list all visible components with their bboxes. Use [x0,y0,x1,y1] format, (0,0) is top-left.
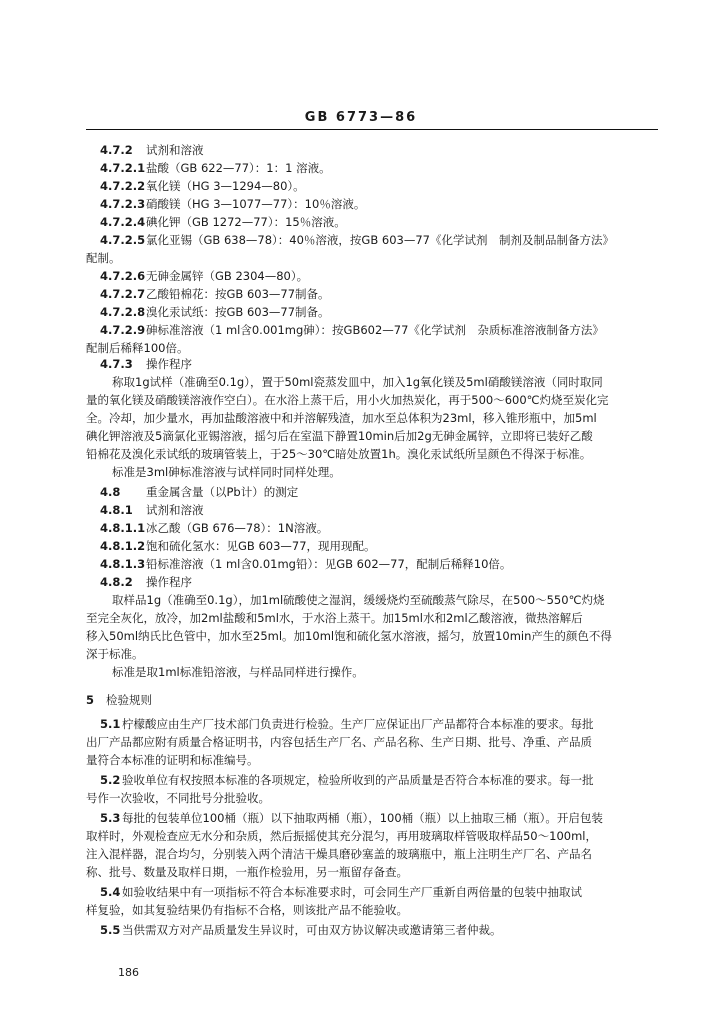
clause-line: 4.7.2.9砷标准溶液（1 ml含0.001mg砷）：按GB602—77《化学试剂 杂质标准溶液制备方法》 [100,324,604,337]
clause-line: 4.7.2.3硝酸镁（HG 3—1077—77）：10％溶液。 [100,198,366,211]
clause-line: 5.3 每批的包装单位100桶（瓶）以下抽取两桶（瓶），100桶（瓶）以上抽取三桶（瓶）。开启包装 [100,812,603,825]
clause-line: 4.8.1.3铅标准溶液（1 ml含0.01mg铅）：见GB 602—77，配制后稀释10倍。 [100,558,512,571]
page-number: 186 [118,966,139,979]
body-text: 全。冷却，加少量水，再加盐酸溶液中和并溶解残渣，加水至总体积为23ml，移入锥形瓶中，加5ml [86,412,597,425]
body-text: 称、批号、数量及取样日期，一瓶作检验用，另一瓶留存备查。 [86,866,408,879]
body-text: 配制。 [86,252,121,265]
body-text: 注入混样器，混合均匀，分别装入两个清洁干燥具磨砂塞盖的玻璃瓶中，瓶上注明生产厂名、产品名 [86,848,592,861]
header-rule [86,129,658,130]
body-text: 量符合本标准的证明和标准编号。 [86,754,259,767]
body-text: 移入50ml纳氏比色管中，加水至25ml。加10ml饱和硫化氢水溶液，摇匀，放置10min产生的颜色不得 [86,630,612,643]
clause-line: 4.7.2.7乙酸铅棉花：按GB 603—77制备。 [100,288,330,301]
clause-line: 4.8.1.1冰乙酸（GB 676—78）：1N溶液。 [100,522,329,535]
clause-line: 4.7.2.6无砷金属锌（GB 2304—80）。 [100,270,309,283]
clause-line: 4.7.2.5氯化亚锡（GB 638—78）：40％溶液，按GB 603—77《化学试剂 制剂及制品制备方法》 [100,234,614,247]
clause-line: 4.7.2.1盐酸（GB 622—77）：1：1 溶液。 [100,162,331,175]
chapter-heading: 5 检验规则 [86,694,152,707]
section-heading: 4.8 重金属含量（以Pb计）的测定 [100,486,299,499]
clause-line: 4.8.1.2饱和硫化氢水：见GB 603—77，现用现配。 [100,540,376,553]
section-heading: 4.8.2 操作程序 [100,576,192,589]
body-text: 量的氧化镁及硝酸镁溶液作空白）。在水浴上蒸干后，用小火加热炭化，再于500～600℃灼烧至炭化完 [86,394,609,407]
section-heading: 4.8.1 试剂和溶液 [100,504,204,517]
standard-header: GB 6773—86 [304,110,418,125]
body-text: 铅棉花及溴化汞试纸的玻璃管装上，于25～30℃暗处放置1h。溴化汞试纸所呈颜色不得深于标准。 [86,448,592,461]
section-heading: 4.7.3 操作程序 [100,358,192,371]
body-text: 配制后稀释100倍。 [86,342,189,355]
clause-line: 4.7.2.8溴化汞试纸：按GB 603—77制备。 [100,306,330,319]
section-heading: 4.7.2 试剂和溶液 [100,144,204,157]
clause-line: 5.2 验收单位有权按照本标准的各项规定，检验所收到的产品质量是否符合本标准的要求。每一批 [100,774,594,787]
body-text: 深于标准。 [86,648,144,661]
clause-line: 4.7.2.4碘化钾（GB 1272—77）：15％溶液。 [100,216,346,229]
body-text: 至完全灰化，放冷，加2ml盐酸和5ml水，于水浴上蒸干。加15ml水和2ml乙酸溶液，微热溶解后 [86,612,583,625]
body-text: 取样时，外观检查应无水分和杂质，然后振摇使其充分混匀，再用玻璃取样管吸取样品50～100ml， [86,830,597,843]
body-text: 称取1g试样（准确至0.1g），置于50ml瓷蒸发皿中，加入1g氧化镁及5ml硝酸镁溶液（同时取同 [112,376,603,389]
body-text: 标准是取1ml标准铅溶液，与样品同样进行操作。 [112,666,364,679]
body-text: 碘化钾溶液及5滴氯化亚锡溶液，摇匀后在室温下静置10min后加2g无砷金属锌，立即将已装好乙酸 [86,430,593,443]
clause-line: 5.1 柠檬酸应由生产厂技术部门负责进行检验。生产厂应保证出厂产品都符合本标准的要求。每批 [100,718,594,731]
body-text: 取样品1g（准确至0.1g），加1ml硫酸使之湿润，缓缓烧灼至硫酸蒸气除尽，在500～550℃灼烧 [112,594,605,607]
clause-line: 4.7.2.2氧化镁（HG 3—1294—80）。 [100,180,305,193]
body-text: 标准是3ml砷标准溶液与试样同时同样处理。 [112,466,341,479]
body-text: 号作一次验收，不同批号分批验收。 [86,792,270,805]
clause-line: 5.5 当供需双方对产品质量发生异议时，可由双方协议解决或邀请第三者仲裁。 [100,924,502,937]
body-text: 样复验，如其复验结果仍有指标不合格，则该批产品不能验收。 [86,904,408,917]
body-text: 出厂产品都应附有质量合格证明书，内容包括生产厂名、产品名称、生产日期、批号、净重、产品质 [86,736,592,749]
clause-line: 5.4 如验收结果中有一项指标不符合本标准要求时，可会同生产厂重新自两倍量的包装中抽取试 [100,886,582,899]
